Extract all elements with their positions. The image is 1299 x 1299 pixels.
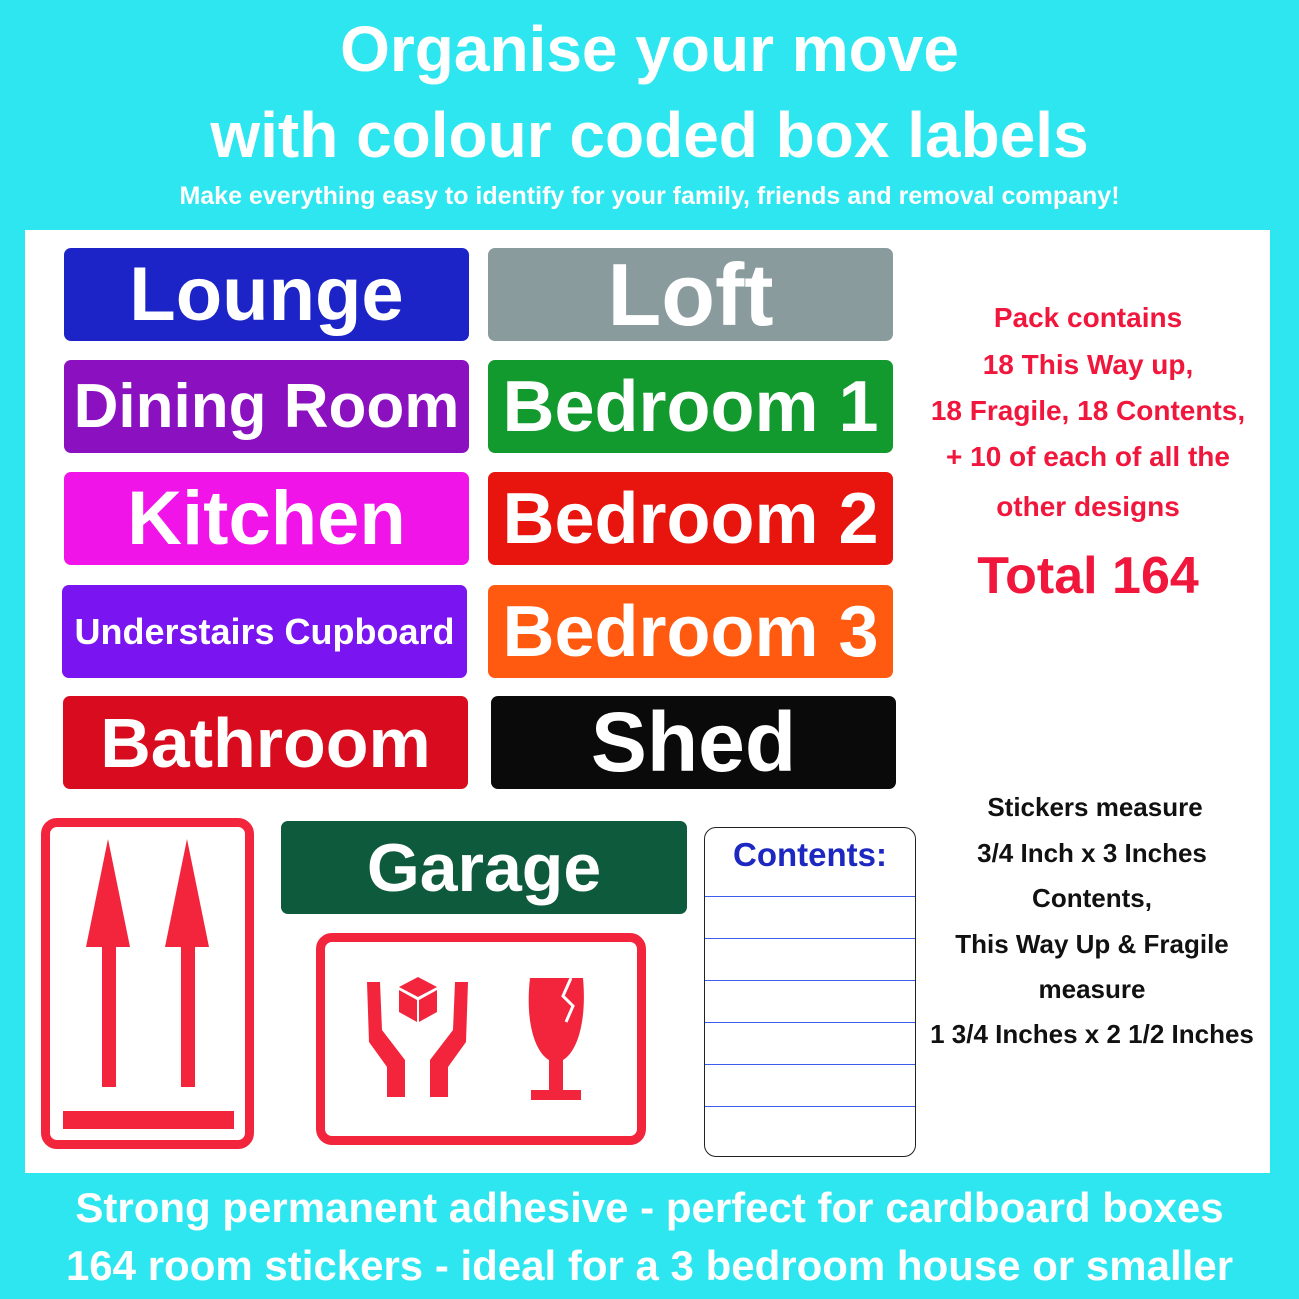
size-info-line: 3/4 Inch x 3 Inches — [977, 838, 1207, 868]
fragile-sticker — [316, 933, 646, 1145]
pack-total: Total 164 — [977, 547, 1199, 605]
contents-line — [705, 938, 915, 939]
pack-info-line: Pack contains — [993, 302, 1183, 333]
footer-line-2: 164 room stickers - ideal for a 3 bedroom house or smaller — [65, 1242, 1234, 1289]
size-info-line: 1 3/4 Inches x 2 1/2 Inches — [930, 1019, 1254, 1049]
pack-info-line: other designs — [996, 491, 1180, 522]
handle-with-care-icon — [367, 977, 468, 1097]
label-bathroom: Bathroom — [63, 696, 468, 789]
label-garage: Garage — [281, 821, 687, 914]
pack-info-line: + 10 of each of all the — [946, 441, 1230, 472]
contents-line — [705, 980, 915, 981]
label-bedroom-2: Bedroom 2 — [488, 472, 893, 565]
contents-title: Contents: — [733, 836, 887, 873]
label-loft: Loft — [488, 248, 893, 341]
label-understairs-cupboard: Understairs Cupboard — [62, 585, 467, 678]
up-arrow-right — [165, 839, 209, 1087]
label-lounge: Lounge — [64, 248, 469, 341]
label-sheet-panel — [25, 230, 1270, 1173]
size-info-line: Stickers measure — [987, 792, 1203, 822]
headline-subtitle: Make everything easy to identify for your family, friends and removal company! — [179, 182, 1120, 210]
fragile-glass-icon — [529, 978, 584, 1100]
fragile-icons — [325, 942, 637, 1136]
headline-line-2: with colour coded box labels — [210, 99, 1089, 171]
this-way-up-arrows-icon — [50, 827, 245, 1140]
pack-info-line: 18 This Way up, — [982, 349, 1194, 380]
footer-line-1: Strong permanent adhesive - perfect for cardboard boxes — [75, 1184, 1224, 1231]
headline-line-1: Organise your move — [340, 13, 959, 85]
size-info-line: measure — [1038, 974, 1146, 1004]
size-info-line: Contents, — [1032, 883, 1152, 913]
label-dining-room: Dining Room — [64, 360, 469, 453]
contents-line — [705, 1106, 915, 1107]
label-bedroom-3: Bedroom 3 — [488, 585, 893, 678]
baseline-bar — [63, 1111, 234, 1129]
label-shed: Shed — [491, 696, 896, 789]
contents-line — [705, 896, 915, 897]
size-info-line: This Way Up & Fragile — [955, 929, 1229, 959]
pack-info-line: 18 Fragile, 18 Contents, — [930, 395, 1246, 426]
label-kitchen: Kitchen — [64, 472, 469, 565]
up-arrow-left — [86, 839, 130, 1087]
contents-line — [705, 1064, 915, 1065]
this-way-up-sticker — [41, 818, 254, 1149]
contents-line — [705, 1022, 915, 1023]
label-bedroom-1: Bedroom 1 — [488, 360, 893, 453]
contents-sticker — [704, 827, 916, 1157]
